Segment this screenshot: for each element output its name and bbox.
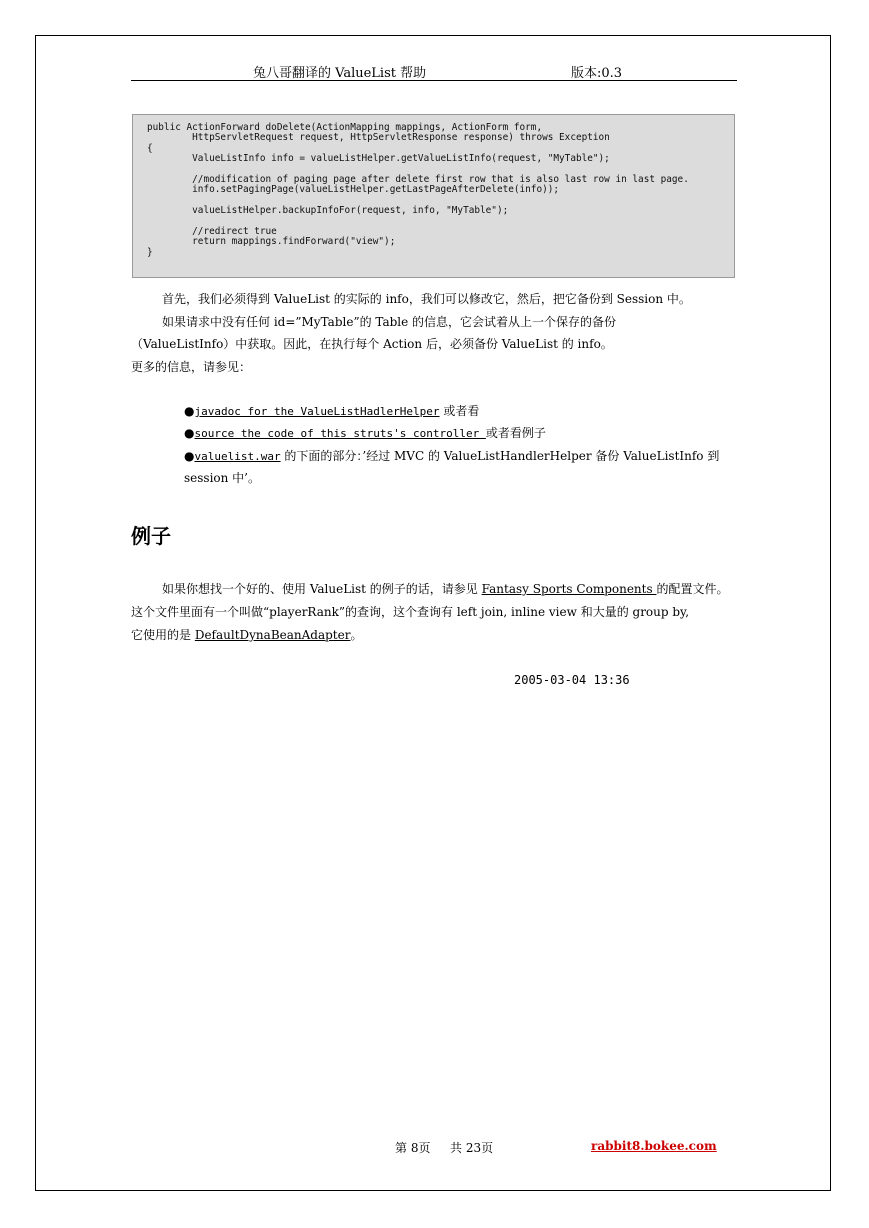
bullet-1-text: 或者看	[439, 404, 480, 418]
header-version: 版本:0.3	[571, 66, 623, 81]
bullet-icon: ●	[184, 404, 195, 418]
bullet-icon: ●	[184, 449, 195, 463]
site-link[interactable]: rabbit8.bokee.com	[591, 1139, 717, 1153]
bullet-3-text: 的下面的部分：’经过 MVC 的 ValueListHandlerHelper 备份 ValueListInfo 到	[280, 449, 720, 463]
footer-page-number: 第 8页	[395, 1141, 431, 1155]
default-dyna-bean-adapter-link[interactable]: DefaultDynaBeanAdapter	[194, 628, 351, 642]
header-title: 兔八哥翻译的 ValueList 帮助	[253, 66, 427, 81]
javadoc-link[interactable]: javadoc for the ValueListHadlerHelper	[194, 405, 440, 418]
example-line-3: 它使用的是 DefaultDynaBeanAdapter。	[131, 628, 363, 642]
section-heading: 例子	[131, 524, 171, 548]
paragraph-1: 首先，我们必须得到 ValueList 的实际的 info，我们可以修改它，然后，把它备份到 Session 中。	[162, 292, 691, 306]
source-code-link[interactable]: source the code of this struts's controller	[194, 427, 486, 440]
bullet-icon: ●	[184, 426, 195, 440]
paragraph-2-line-2: （ValueListInfo）中获取。因此，在执行每个 Action 后，必须备份 ValueList 的 info。	[131, 337, 613, 351]
bullet-2-text: 或者看例子	[485, 426, 546, 440]
fantasy-sports-link[interactable]: Fantasy Sports Components	[481, 582, 657, 596]
code-text: public ActionForward doDelete(ActionMapping mappings, ActionForm form, HttpServletRequest request, HttpServletResponse response) throws Exception { ValueListInfo info = valueListHelper.getValueListInfo(request, "MyTable"); //modification of paging page after delete first row that is also last row in last page. info.setPagingPage(valueListHelper.getLastPageAfterDelete(info)); valueListHelper.backupInfoFor(request, info, "MyTable"); //redirect true return mappings.findForward("view"); }	[147, 122, 689, 258]
example-line-2: 这个文件里面有一个叫做“playerRank”的查询，这个查询有 left join, inline view 和大量的 group by,	[131, 605, 690, 619]
bullet-item-3	[184, 449, 719, 464]
bullet-item-1	[184, 404, 479, 419]
paragraph-3: 更多的信息，请参见：	[131, 360, 252, 374]
bullet-item-2	[184, 426, 546, 441]
example-line-1: 如果你想找一个好的、使用 ValueList 的例子的话，请参见 Fantasy Sports Components 的配置文件。	[162, 582, 729, 596]
valuelist-war-link[interactable]: valuelist.war	[194, 450, 281, 463]
timestamp: 2005-03-04 13:36	[514, 673, 630, 687]
code-block	[132, 114, 735, 278]
footer-total-pages: 共 23页	[450, 1141, 494, 1155]
footer-site	[591, 1139, 717, 1153]
page-header	[131, 60, 737, 81]
bullet-item-3-continued: session 中’。	[184, 471, 260, 485]
paragraph-2-line-1: 如果请求中没有任何 id=”MyTable”的 Table 的信息，它会试着从上一个保存的备份	[162, 315, 617, 329]
